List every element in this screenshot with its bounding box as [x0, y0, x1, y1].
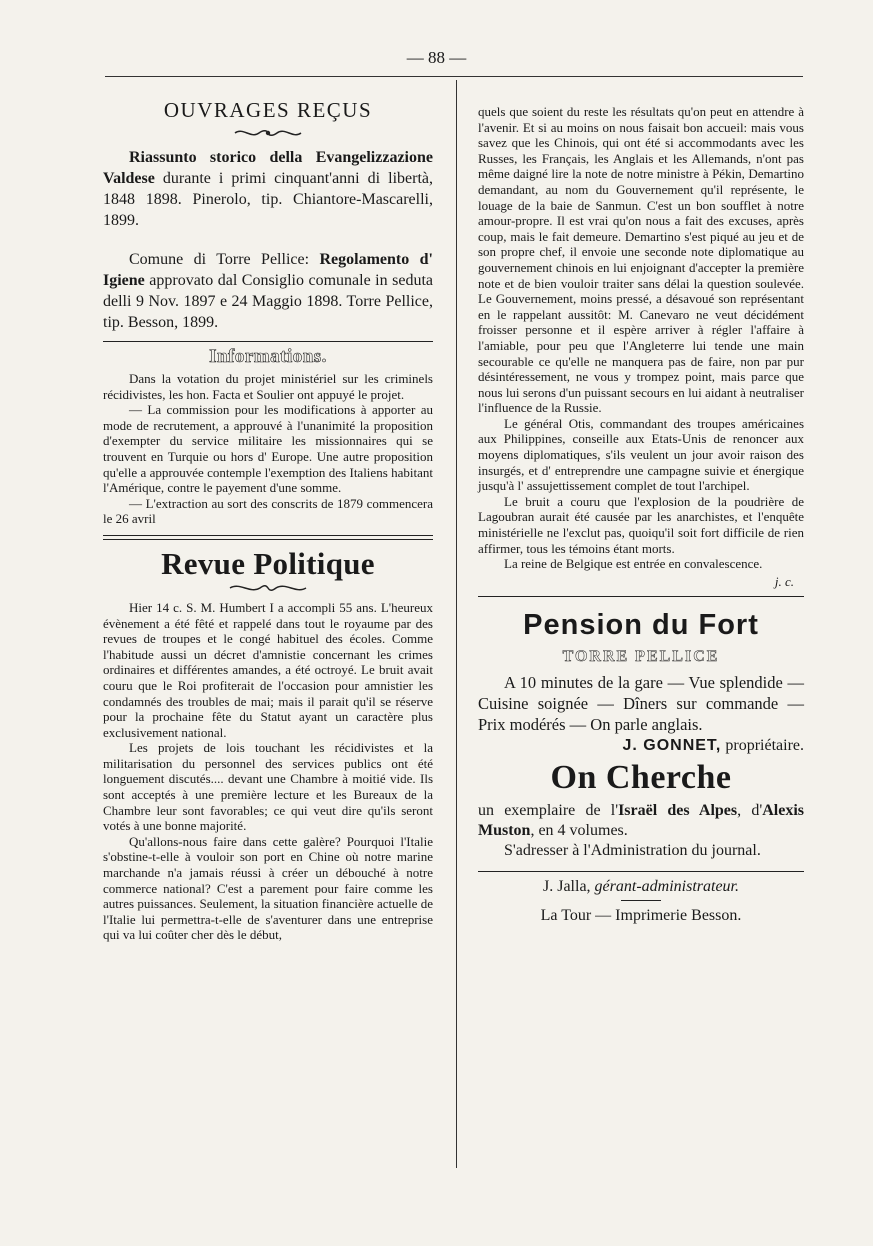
- gerant-name: J. Jalla,: [543, 877, 595, 895]
- revue-p5: Le général Otis, commandant des troupes américaines aux Philippines, conseille aux Etats-Unis de renoncer aux moyens diplomatiques, s'ils veulent un jour avoir raison des insurgés, et d' entreprendre une campagne suivie et énergique jusqu'à l' assujettissement complet de tout l'archipel.: [478, 415, 804, 494]
- revue-heading: Revue Politique: [161, 545, 375, 581]
- entry-2-title: Regolamento d' Igiene: [103, 251, 433, 289]
- left-column: [103, 98, 433, 943]
- cherche-t2: , d': [737, 801, 763, 819]
- pension-text: A 10 minutes de la gare — Vue splendide — Cuisine soignée — Dîners sur commande — Prix modérés — On parle anglais.: [478, 672, 804, 734]
- footer-rule: [478, 871, 804, 872]
- pension-title: Pension du Fort: [523, 608, 759, 641]
- gerant-role: gérant-administrateur.: [594, 877, 739, 895]
- entry-1-title: Riassunto storico della Evangelizzazione Valdese: [103, 149, 433, 187]
- pension-owner: [478, 737, 804, 755]
- informations-p1: Dans la votation du projet ministériel sur les criminels récidivistes, les hon. Facta et Soulier ont appuyé le projet.: [103, 371, 433, 402]
- section-rule: [103, 341, 433, 342]
- revue-signature: j. c.: [774, 573, 794, 589]
- imprimerie-line: La Tour — Imprimerie Besson.: [540, 906, 742, 924]
- revue-p6: Le bruit a couru que l'explosion de la poudrière de Lagoubran aurait été causée par les anarchistes, et l'enquête ministérielle ne l'exclut pas, quoiqu'il soit fort difficile de rien affirmer, tous les témoins étant morts.: [478, 493, 804, 556]
- entry-2-text: approvato dal Consiglio comunale in seduta delli 9 Nov. 1897 e 24 Maggio 1898. Torre Pellice, tip. Besson, 1899.: [103, 272, 433, 331]
- informations-p2: — La commission pour les modifications à apporter au mode de recrutement, a approuvé à l'unanimité la proposition d'exempter du service militaire les missionnaires qui se trouvent en Turquie ou hors d' Europe. Une autre proposition qu'elle a approuvée contemple l'exemption des Italiens habitant l'Amérique, contre le payement d'une somme.: [103, 402, 433, 496]
- entry-2-lead: Comune di Torre Pellice:: [129, 251, 320, 268]
- ouvrages-entry-1: [103, 147, 433, 231]
- top-rule: [105, 76, 803, 77]
- short-rule: [621, 900, 661, 901]
- revue-p2: Les projets de lois touchant les récidivistes et la militarisation du personnel des services publics ont été longuement discutés.... devant une Chambre à moitié vide. Ils sont acceptés à une première lecture et les Bureaux de la Chambre leur sont favorables; ce qui veut dire qu'ils seront votés à une bonne majorité.: [103, 740, 433, 834]
- entry-1-text: durante i primi cinquant'anni di libertà, 1848 1898. Pinerolo, tip. Chiantore-Mascarelli, 1899.: [103, 170, 433, 229]
- cherche-address: S'adresser à l'Administration du journal.: [504, 841, 761, 859]
- owner-role: propriétaire.: [721, 736, 804, 754]
- cherche-b2: Alexis Muston: [478, 801, 804, 839]
- revue-p7: La reine de Belgique est entrée en convalescence.: [504, 556, 763, 572]
- right-column: [478, 104, 804, 925]
- ouvrages-entry-2: [103, 249, 433, 333]
- owner-name: J. GONNET,: [622, 736, 722, 754]
- section-double-rule: [103, 535, 433, 540]
- gerant-line: [478, 878, 804, 896]
- revue-p1: Hier 14 c. S. M. Humbert I a accompli 55 ans. L'heureux évènement a été fêté et rappelé dans tout le royaume par des revues de troupes et le congé habituel des écoles. Comme l'habitude aussi un décret d'amnistie concernant les crimes ordinaires et différentes amandes, a été octroyé. Le bruit avait couru que le Roi profiterait de l'occasion pour amnistier les condamnés des troubles de mai; mais il parait qu'il se réserve pour la prochaine fête du Statut ayant un caractère plus exclusivement national.: [103, 599, 433, 740]
- revue-p3: Qu'allons-nous faire dans cette galère? Pourquoi l'Italie s'obstine-t-elle à vouloir son port en Chine où notre marine marchande n'a jamais réussi à créer un débouché à notre commerce national? C'est a parement pour faire comme les autres puissances. Seulement, la situation financière actuelle de l'Italie lui permettra-t-elle de s'aventurer dans une entreprise qui va lui coûter cher dès le début,: [103, 833, 433, 943]
- cherche-title: On Cherche: [550, 758, 732, 796]
- ornament-icon: [233, 127, 303, 139]
- ouvrages-heading: OUVRAGES REÇUS: [163, 98, 373, 122]
- column-divider: [456, 80, 457, 1168]
- page-number: — 88 —: [406, 48, 467, 67]
- cherche-t1: un exemplaire de l': [478, 801, 619, 819]
- pension-ad: [478, 609, 804, 755]
- cherche-t3: , en 4 volumes.: [530, 821, 628, 839]
- cherche-b1: Israël des Alpes: [618, 801, 738, 819]
- ornament-icon: [228, 582, 308, 594]
- cherche-text: [478, 801, 804, 841]
- informations-heading: Informations.: [209, 346, 327, 367]
- revue-p4: quels que soient du reste les résultats qu'on peut en attendre à l'avenir. Et si au moins on nous faisait bon accueil: mais vous savez que les Chinois, qui ont été si accommodants avec les Russes, les Français, les Anglais et les Allemands, n'ont pas même daigné lire la note de notre ministre à Pékin, Demartino demandant, au nom du Gouvernement qu'il représente, le louage de la baie de Sanmun. C'est un bon soufflet à notre amour-propre. Il est vrai qu'on nous a fait des excuses, après coup, mais le fait demeure. Demartino s'est piqué au jeu et de son propre chef, il envoie une seconde note diplomatique au gouvernement chinois en lui enjoignant d'accepter la première note et de bien vouloir traiter sans délai la question soulevée. Le Gouvernement, moins pressé, a désavoué son représentant en le rappelant aussitôt: M. Canevaro ne veut décidément froisser personne et il espère arriver à régler l'affaire à l'amiable, pour peu que l'Angleterre lui tende une main secourable ce qu'elle ne manquera pas de faire, non par pur désintéressement, ne vous y trompez point, mais parce que nous lui serons d'un puissant secours en lui aidant à neutraliser l'influence de la Russie.: [478, 104, 804, 416]
- pension-location: TORRE PELLICE: [562, 647, 720, 665]
- informations-p3: — L'extraction au sort des conscrits de 1879 commencera le 26 avril: [103, 495, 433, 527]
- ad-rule: [478, 596, 804, 597]
